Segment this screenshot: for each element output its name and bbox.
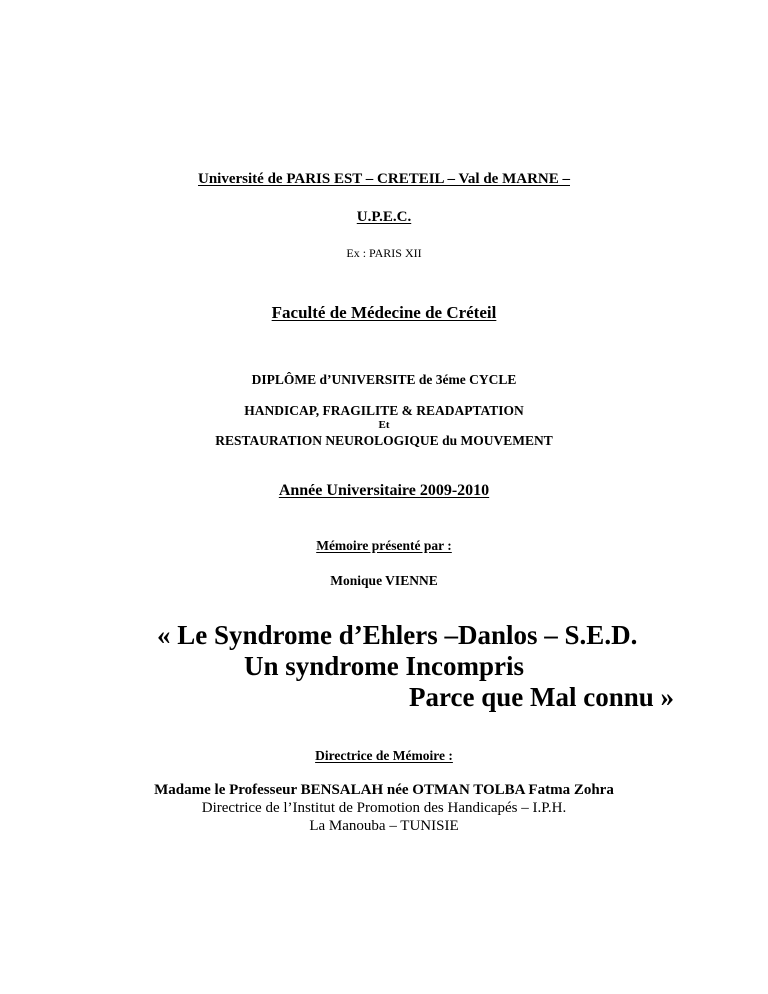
director-role: Directrice de l’Institut de Promotion des Handicapés – I.P.H. — [201, 800, 567, 816]
director-name: Madame le Professeur BENSALAH née OTMAN TOLBA Fatma Zohra — [154, 782, 614, 798]
thesis-title-line-3: Parce que Mal connu » — [409, 682, 674, 712]
thesis-title-line-1: « Le Syndrome d’Ehlers –Danlos – S.E.D. — [157, 620, 638, 650]
university-name: Université de PARIS EST – CRETEIL – Val de MARNE – — [198, 171, 570, 187]
diploma-connector: Et — [378, 419, 390, 431]
academic-year: Année Universitaire 2009-2010 — [278, 482, 490, 499]
presented-by-label: Mémoire présenté par : — [316, 538, 452, 553]
diploma-title: DIPLÔME d’UNIVERSITE de 3éme CYCLE — [251, 372, 517, 387]
former-name: Ex : PARIS XII — [346, 246, 422, 260]
faculty-name: Faculté de Médecine de Créteil — [271, 303, 497, 322]
director-location: La Manouba – TUNISIE — [309, 818, 459, 834]
diploma-line-2: RESTAURATION NEUROLOGIQUE du MOUVEMENT — [215, 433, 553, 448]
author-name: Monique VIENNE — [330, 573, 438, 588]
director-label: Directrice de Mémoire : — [315, 748, 453, 763]
thesis-title-line-2: Un syndrome Incompris — [244, 651, 525, 681]
diploma-line-1: HANDICAP, FRAGILITE & READAPTATION — [244, 403, 524, 418]
university-acronym: U.P.E.C. — [356, 209, 412, 225]
